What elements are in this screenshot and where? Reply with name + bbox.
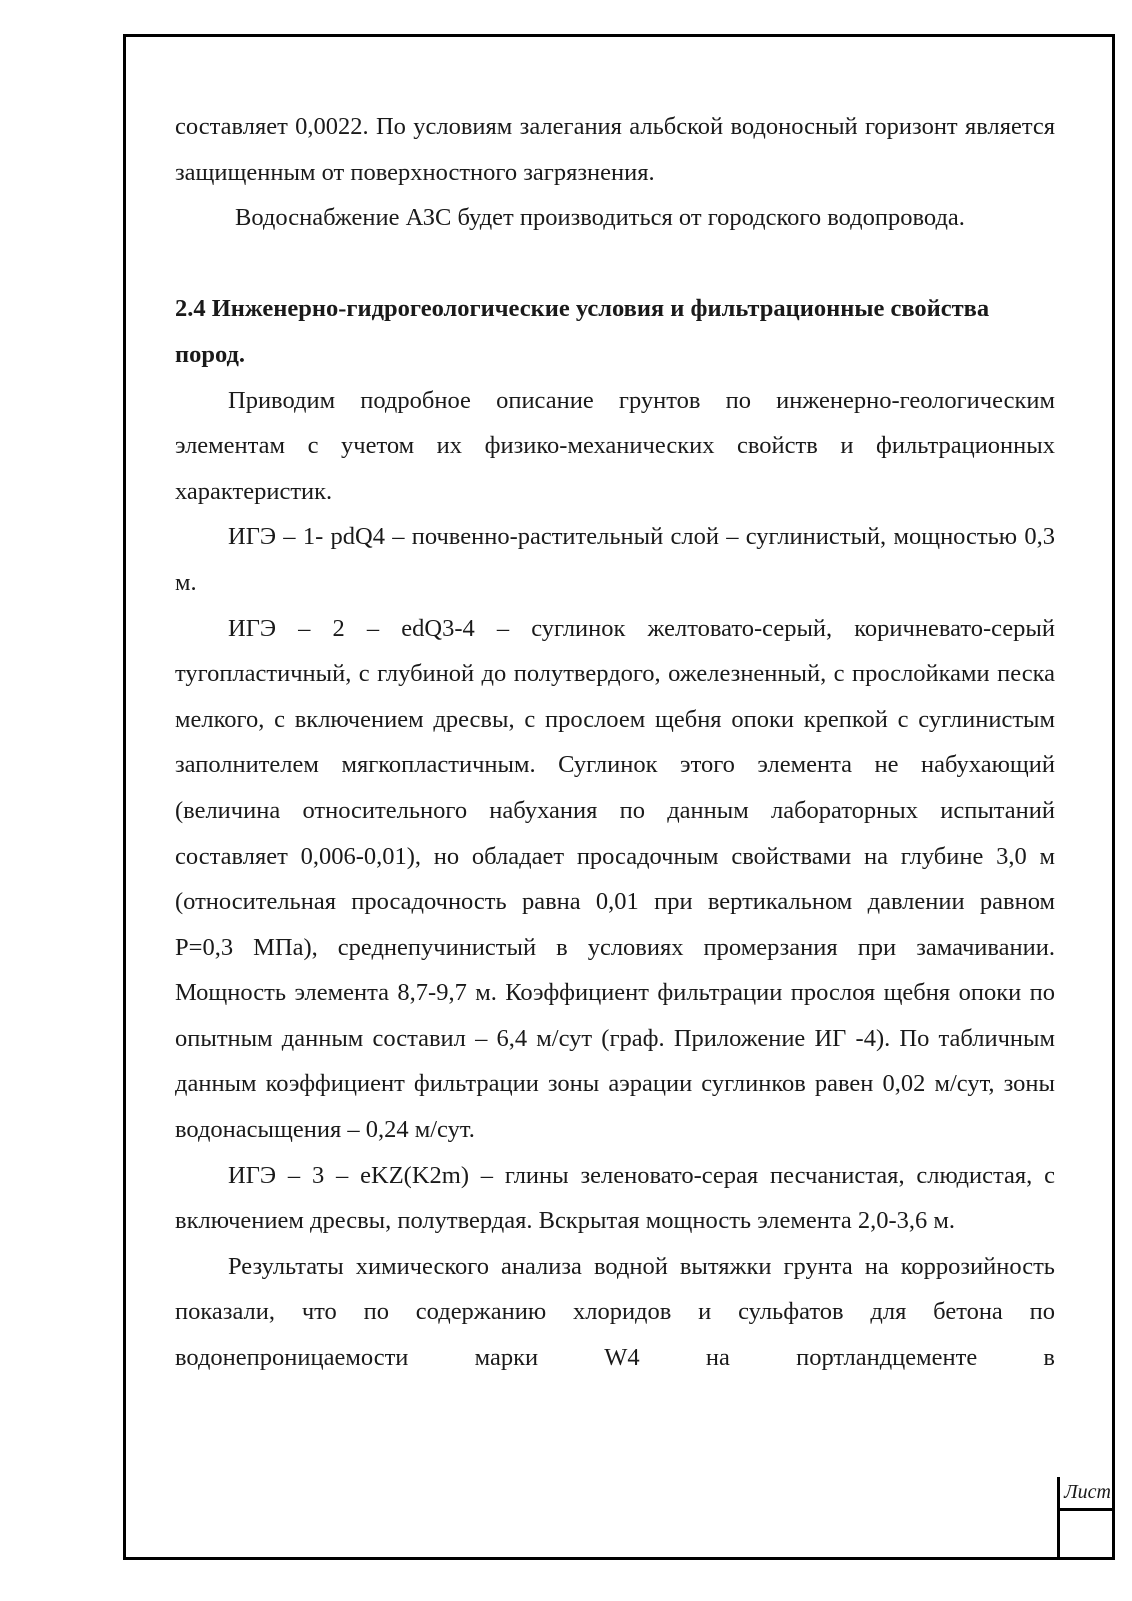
section-heading: 2.4 Инженерно-гидрогеологические условия и фильтрационные свойства пород. — [175, 295, 990, 368]
paragraph-water-supply: Водоснабжение АЗС будет производиться от городского водопровода. — [235, 204, 965, 232]
title-block-sheet — [1057, 1477, 1115, 1560]
paragraph-ige-2: ИГЭ – 2 – edQ3-4 – суглинок желтовато-серый, коричневато-серый тугопластичный, с глубиной до полутвердого, ожелезненный, с прослойками песка мелкого, с включением дресвы, с прослоем щебня опоки крепкой с суглинистым заполнителем мягкопластичным. Суглинок этого элемента не набухающий (величина относительного набухания по данным лабораторных испытаний составляет 0,006-0,01), но обладает просадочным свойствами на глубине 3,0 м (относительная просадочность равна 0,01 при вертикальном давлении равном Р=0,3 МПа), среднепучинистый в условиях промерзания при замачивании. Мощность элемента 8,7-9,7 м. Коэффициент фильтрации прослоя щебня опоки по опытным данным составил – 6,4 м/сут (граф. Приложение ИГ -4). По табличным данным коэффициент фильтрации зоны аэрации суглинков равен 0,02 м/сут, зоны водонасыщения – 0,24 м/сут. — [175, 614, 1055, 1144]
paragraph-soil-intro: Приводим подробное описание грунтов по инженерно-геологическим элементам с учетом их физико-механических свойств и фильтрационных характеристик. — [175, 386, 1055, 505]
sheet-label: Лист — [1060, 1477, 1115, 1511]
paragraph-aquifer-protection: составляет 0,0022. По условиям залегания альбской водоносный горизонт является защищенным от поверхностного загрязнения. — [175, 113, 1055, 186]
paragraph-ige-3: ИГЭ – 3 – eKZ(K2m) – глины зеленовато-серая песчанистая, слюдистая, с включением дресвы, полутвердая. Вскрытая мощность элемента 2,0-3,6 м. — [175, 1161, 1055, 1235]
paragraph-chemical-analysis: Результаты химического анализа водной вытяжки грунта на коррозийность показали, что по содержанию хлоридов и сульфатов для бетона по водонепроницаемости марки W4 на портландцементе в — [175, 1252, 1055, 1372]
blank-line — [175, 241, 1055, 287]
document-body — [175, 104, 1055, 1381]
paragraph-ige-1: ИГЭ – 1- pdQ4 – почвенно-растительный слой – суглинистый, мощностью 0,3 м. — [175, 523, 1055, 596]
